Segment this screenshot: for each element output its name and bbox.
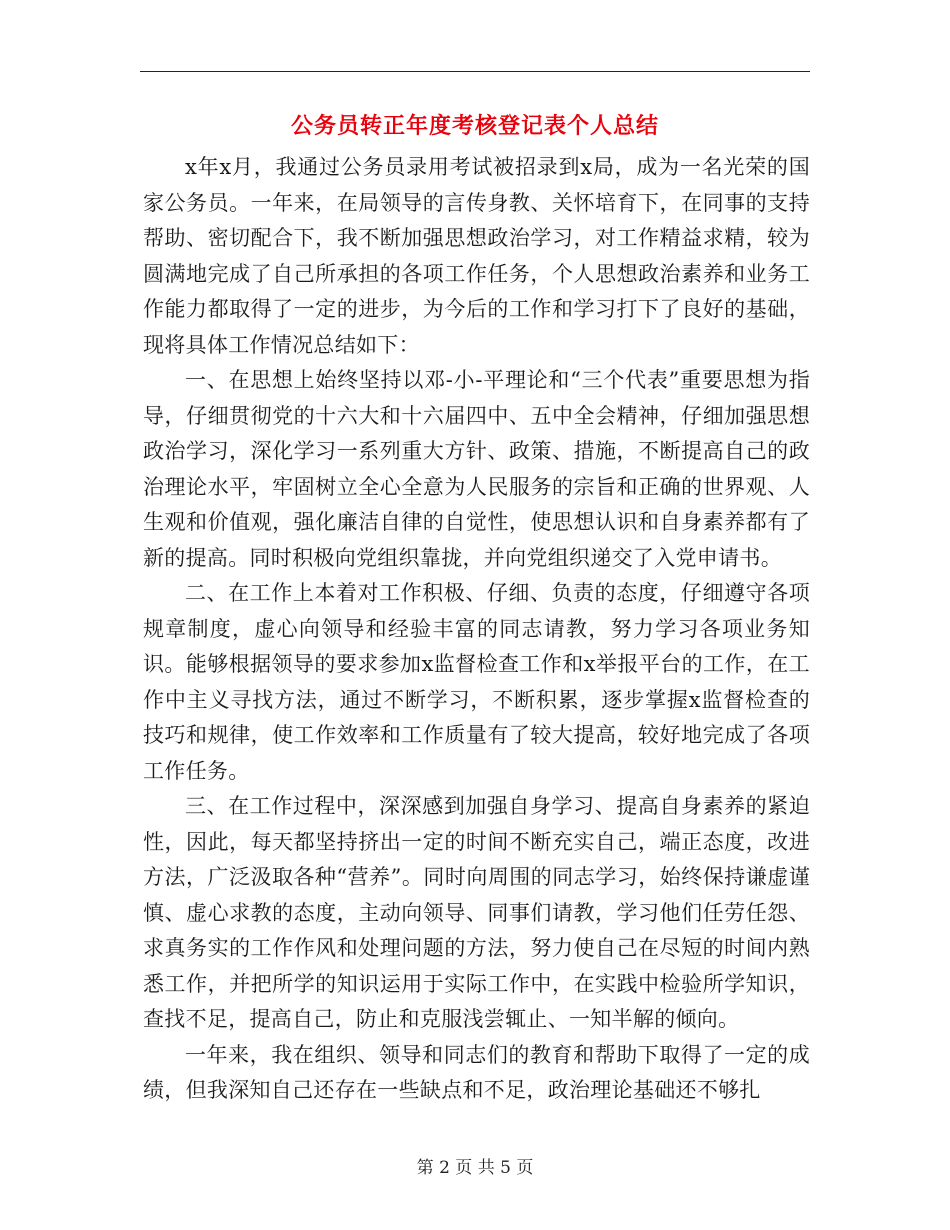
paragraph-section-3: 三、在工作过程中，深深感到加强自身学习、提高自身素养的紧迫性，因此，每天都坚持挤出一定的时间不断充实自己，端正态度，改进方法，广泛汲取各种“营养”。同时向周围的同志学习，始终保持谦虚谨慎、虚心求教的态度，主动向领导、同事们请教，学习他们任劳任怨、求真务实的工作作风和处理问题的方法，努力使自己在尽短的时间内熟悉工作，并把所学的知识运用于实际工作中，在实践中检验所学知识，查找不足，提高自己，防止和克服浅尝辄止、一知半解的倾向。 — [143, 794, 810, 1031]
document-body — [143, 150, 810, 1109]
paragraph-conclusion: 一年来，我在组织、领导和同志们的教育和帮助下取得了一定的成绩，但我深知自己还存在一些缺点和不足，政治理论基础还不够扎 — [143, 1042, 810, 1102]
paragraph-section-1: 一、在思想上始终坚持以邓-小-平理论和“三个代表”重要思想为指导，仔细贯彻党的十六大和十六届四中、五中全会精神，仔细加强思想政治学习，深化学习一系列重大方针、政策、措施，不断提高自己的政治理论水平，牢固树立全心全意为人民服务的宗旨和正确的世界观、人生观和价值观，强化廉洁自律的自觉性，使思想认识和自身素养都有了新的提高。同时积极向党组织靠拢，并向党组织递交了入党申请书。 — [143, 368, 810, 570]
header-rule — [140, 71, 810, 72]
page-number: 第 2 页 共 5 页 — [416, 1158, 534, 1178]
paragraph-intro: x年x月，我通过公务员录用考试被招录到x局，成为一名光荣的国家公务员。一年来，在局领导的言传身教、关怀培育下，在同事的支持帮助、密切配合下，我不断加强思想政治学习，对工作精益求精，较为圆满地完成了自己所承担的各项工作任务，个人思想政治素养和业务工作能力都取得了一定的进步，为今后的工作和学习打下了良好的基础，现将具体工作情况总结如下： — [143, 155, 810, 357]
paragraph-section-2: 二、在工作上本着对工作积极、仔细、负责的态度，仔细遵守各项规章制度，虚心向领导和经验丰富的同志请教，努力学习各项业务知识。能够根据领导的要求参加x监督检查工作和x举报平台的工作，在工作中主义寻找方法，通过不断学习，不断积累，逐步掌握x监督检查的技巧和规律，使工作效率和工作质量有了较大提高，较好地完成了各项工作任务。 — [143, 581, 810, 783]
document-title: 公务员转正年度考核登记表个人总结 — [290, 113, 659, 139]
